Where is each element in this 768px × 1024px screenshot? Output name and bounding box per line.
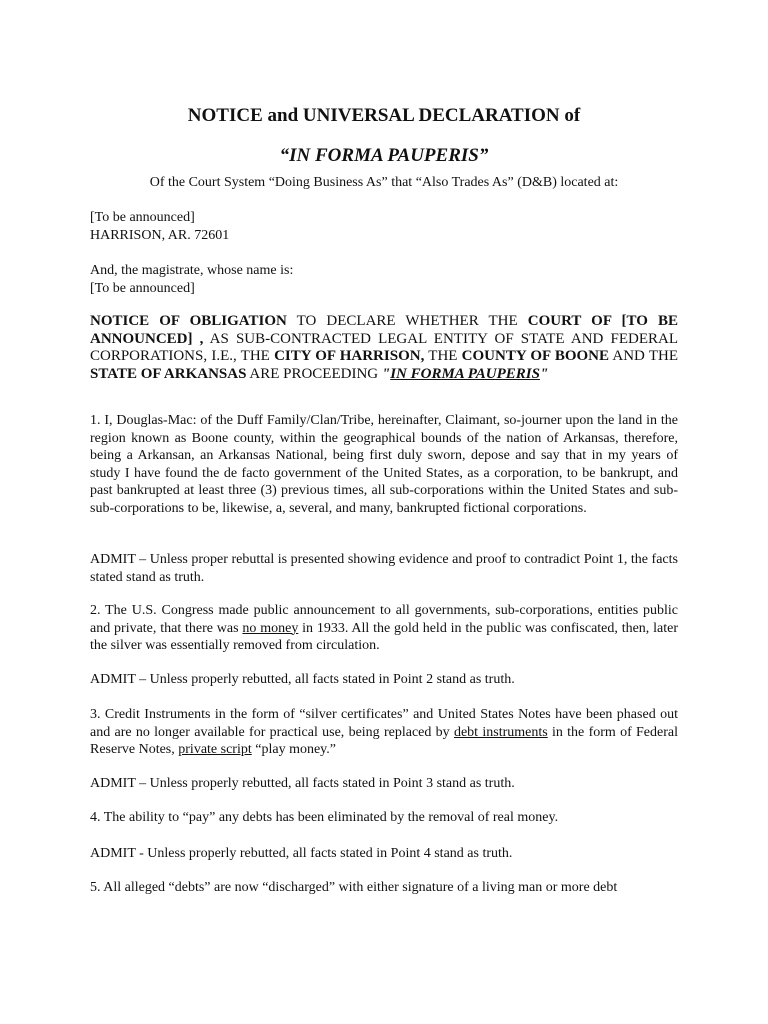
point-3-text-b: in the form of Federal Reserve Notes, bbox=[90, 724, 678, 757]
point-3-underline-1: debt instruments bbox=[453, 724, 548, 740]
point-2 bbox=[90, 602, 678, 655]
notice-text-4: AND THE bbox=[609, 348, 678, 365]
notice-quote-open: " bbox=[381, 365, 391, 382]
document-subtitle bbox=[0, 145, 768, 167]
notice-heading: NOTICE OF OBLIGATION bbox=[90, 313, 287, 329]
point-3-underline-2: private script bbox=[178, 742, 252, 757]
notice-county: COUNTY OF BOONE bbox=[461, 348, 609, 365]
point-3-text-c: “play money.” bbox=[251, 742, 336, 757]
address-line-1: [To be announced] bbox=[90, 210, 195, 225]
magistrate-line-1: And, the magistrate, whose name is: bbox=[90, 263, 294, 278]
notice-quote-close: " bbox=[539, 365, 549, 382]
point-3-text-a: 3. Credit Instruments in the form of “silver certificates” and United States Notes have been phased out and are no longer available for practical use, being replaced by bbox=[90, 707, 678, 740]
point-2-text-a: 2. The U.S. Congress made public announcement to all governments, sub-corporations, entities public and private, that there was bbox=[90, 603, 678, 636]
notice-text-1: TO DECLARE WHETHER THE bbox=[286, 313, 528, 329]
admit-4: ADMIT - Unless properly rebutted, all facts stated in Point 4 stand as truth. bbox=[90, 846, 513, 861]
notice-pauperis bbox=[382, 366, 548, 382]
notice-court: COURT OF [TO BE ANNOUNCED] , bbox=[90, 313, 678, 347]
magistrate-line-2: [To be announced] bbox=[90, 280, 195, 296]
admit-3: ADMIT – Unless properly rebutted, all facts stated in Point 3 stand as truth. bbox=[90, 776, 515, 791]
subtitle-text: IN FORMA PAUPERIS bbox=[289, 145, 479, 166]
point-5: 5. All alleged “debts” are now “discharged” with either signature of a living man or more debt bbox=[90, 880, 618, 895]
magistrate-block bbox=[90, 262, 678, 297]
notice-text-2: AS SUB-CONTRACTED LEGAL ENTITY OF STATE AND FEDERAL CORPORATIONS, I.E., THE bbox=[90, 330, 679, 365]
admit-1: ADMIT – Unless proper rebuttal is presented showing evidence and proof to contradict Point 1, the facts stated stand as truth. bbox=[90, 552, 678, 585]
point-3 bbox=[90, 706, 678, 759]
subtitle-open-quote: “ bbox=[279, 145, 290, 166]
intro-line: Of the Court System “Doing Business As” that “Also Trades As” (D&B) located at: bbox=[149, 175, 619, 190]
notice-text-3: THE bbox=[424, 348, 462, 365]
notice-city: CITY OF HARRISON, bbox=[274, 348, 425, 365]
court-address bbox=[90, 209, 678, 244]
point-2-underline: no money bbox=[242, 620, 299, 636]
point-1: 1. I, Douglas-Mac: of the Duff Family/Clan/Tribe, hereinafter, Claimant, so-journer upon the land in the region known as Boone county, within the geographical bounds of the nation of Arkansas, therefore, being a Arkansan, an Arkansas National, being first duly sworn, depose and say that in my years of study I have found the de facto government of the United States, as a corporation, to be bankrupt, and past bankrupted at least three (3) previous times, all sub-corporations within the United States and sub-sub-corporations to be, likewise, a, several, and many, bankrupted fictional corporations. bbox=[90, 413, 678, 516]
notice-state: STATE OF ARKANSAS bbox=[90, 365, 247, 382]
notice-of-obligation bbox=[90, 313, 678, 383]
point-4: 4. The ability to “pay” any debts has been eliminated by the removal of real money. bbox=[90, 810, 559, 825]
address-line-2: HARRISON, AR. 72601 bbox=[90, 227, 230, 243]
point-2-text-b: in 1933. All the gold held in the public was confiscated, then, later the silver was essentially removed from circulation. bbox=[90, 620, 678, 653]
notice-pauperis-text: IN FORMA PAUPERIS bbox=[390, 365, 540, 382]
admit-2: ADMIT – Unless properly rebutted, all facts stated in Point 2 stand as truth. bbox=[90, 672, 515, 687]
notice-text-5: ARE PROCEEDING bbox=[246, 365, 382, 382]
document-title: NOTICE and UNIVERSAL DECLARATION of bbox=[187, 105, 581, 126]
subtitle-close-quote: ” bbox=[478, 145, 489, 166]
